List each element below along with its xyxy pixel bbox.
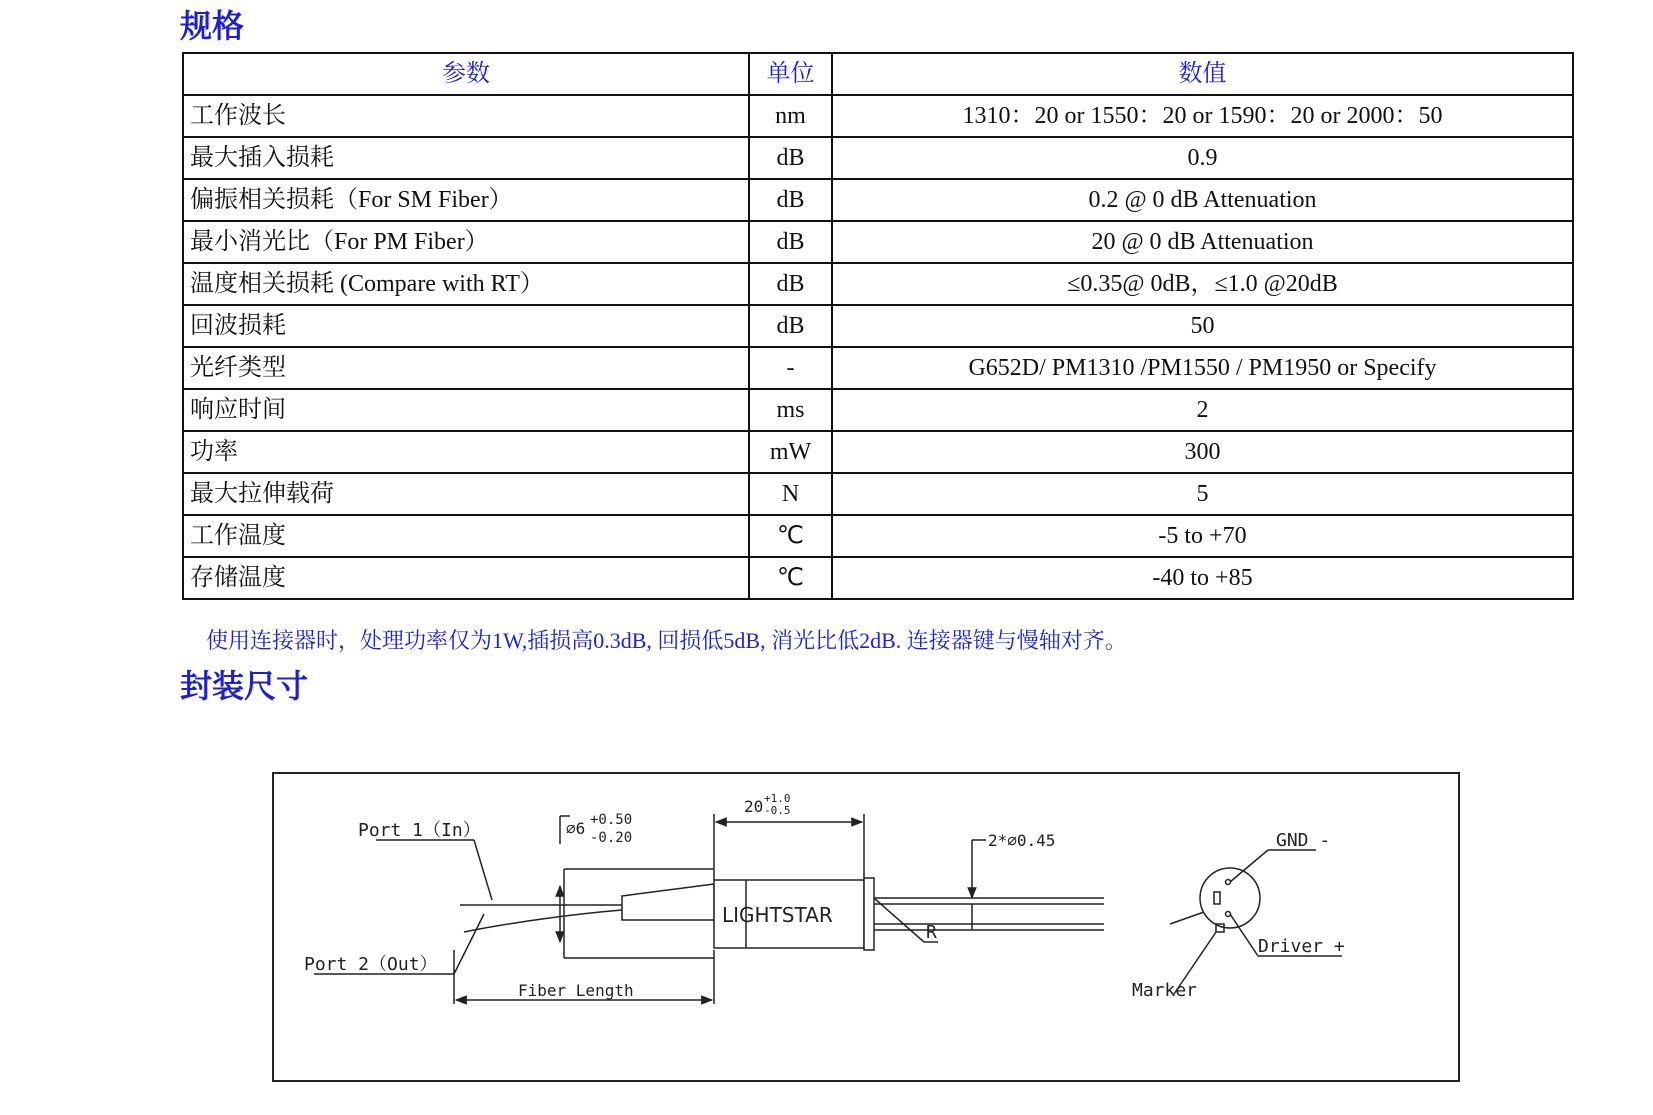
table-row <box>183 305 1573 347</box>
value-cell: 1310：20 or 1550：20 or 1590：20 or 2000：50 <box>832 95 1573 137</box>
table-row <box>183 95 1573 137</box>
label-length-plus: +1.0 <box>764 792 791 805</box>
spec-heading: 规格 <box>180 7 245 45</box>
spec-table <box>182 52 1574 600</box>
label-fiber-length: Fiber Length <box>518 981 634 1000</box>
label-length: 20 <box>744 797 764 816</box>
value-cell: -5 to +70 <box>832 515 1573 557</box>
spec-header-row <box>183 53 1573 95</box>
unit-cell: ms <box>749 389 832 431</box>
unit-cell: ℃ <box>749 557 832 599</box>
table-row <box>183 473 1573 515</box>
param-cell: 工作温度 <box>183 515 749 557</box>
table-row <box>183 347 1573 389</box>
unit-cell: mW <box>749 431 832 473</box>
param-cell: 回波损耗 <box>183 305 749 347</box>
package-drawing-svg <box>274 774 1462 1084</box>
param-cell: 存储温度 <box>183 557 749 599</box>
param-cell: 响应时间 <box>183 389 749 431</box>
label-pin-diameter: 2*∅0.45 <box>988 831 1056 850</box>
value-cell: 5 <box>832 473 1573 515</box>
unit-cell: N <box>749 473 832 515</box>
unit-cell: dB <box>749 305 832 347</box>
value-cell: 20 @ 0 dB Attenuation <box>832 221 1573 263</box>
param-cell: 光纤类型 <box>183 347 749 389</box>
label-gnd: GND - <box>1276 830 1331 851</box>
table-row <box>183 137 1573 179</box>
table-row <box>183 263 1573 305</box>
value-cell: -40 to +85 <box>832 557 1573 599</box>
label-brand: LIGHTSTAR <box>722 903 833 927</box>
header-value: 数值 <box>832 53 1573 95</box>
spec-note: 使用连接器时，处理功率仅为1W,插损高0.3dB, 回损低5dB, 消光比低2dB. 连接器键与慢轴对齐。 <box>206 628 1127 653</box>
label-diameter: ∅6 <box>566 819 586 838</box>
unit-cell: dB <box>749 137 832 179</box>
label-length-minus: -0.5 <box>764 804 791 817</box>
value-cell: 0.2 @ 0 dB Attenuation <box>832 179 1573 221</box>
connector-circle <box>1200 868 1260 928</box>
table-row <box>183 557 1573 599</box>
value-cell: 50 <box>832 305 1573 347</box>
table-row <box>183 221 1573 263</box>
label-port1: Port 1（In） <box>358 820 481 841</box>
table-row <box>183 431 1573 473</box>
device-end-cap <box>864 878 874 950</box>
unit-cell: dB <box>749 263 832 305</box>
unit-cell: - <box>749 347 832 389</box>
header-param: 参数 <box>183 53 749 95</box>
param-cell: 工作波长 <box>183 95 749 137</box>
value-cell: 0.9 <box>832 137 1573 179</box>
table-row <box>183 179 1573 221</box>
unit-cell: nm <box>749 95 832 137</box>
value-cell: 2 <box>832 389 1573 431</box>
param-cell: 最小消光比（For PM Fiber） <box>183 221 749 263</box>
header-unit: 单位 <box>749 53 832 95</box>
param-cell: 偏振相关损耗（For SM Fiber） <box>183 179 749 221</box>
label-marker: Marker <box>1132 980 1198 1001</box>
fiber-port2 <box>464 910 622 932</box>
param-cell: 温度相关损耗 (Compare with RT） <box>183 263 749 305</box>
package-heading: 封装尺寸 <box>180 667 309 705</box>
label-radius: R <box>926 922 937 943</box>
unit-cell: ℃ <box>749 515 832 557</box>
unit-cell: dB <box>749 179 832 221</box>
value-cell: ≤0.35@ 0dB，≤1.0 @20dB <box>832 263 1573 305</box>
param-cell: 最大插入损耗 <box>183 137 749 179</box>
param-cell: 最大拉伸载荷 <box>183 473 749 515</box>
value-cell: G652D/ PM1310 /PM1550 / PM1950 or Specify <box>832 347 1573 389</box>
param-cell: 功率 <box>183 431 749 473</box>
table-row <box>183 389 1573 431</box>
label-diameter-minus: -0.20 <box>590 830 633 846</box>
unit-cell: dB <box>749 221 832 263</box>
label-port2: Port 2（Out） <box>304 954 438 975</box>
table-row <box>183 515 1573 557</box>
label-driver: Driver + <box>1258 936 1345 957</box>
value-cell: 300 <box>832 431 1573 473</box>
package-drawing <box>272 772 1460 1082</box>
label-diameter-plus: +0.50 <box>590 812 633 828</box>
fiber-cone <box>622 884 714 920</box>
